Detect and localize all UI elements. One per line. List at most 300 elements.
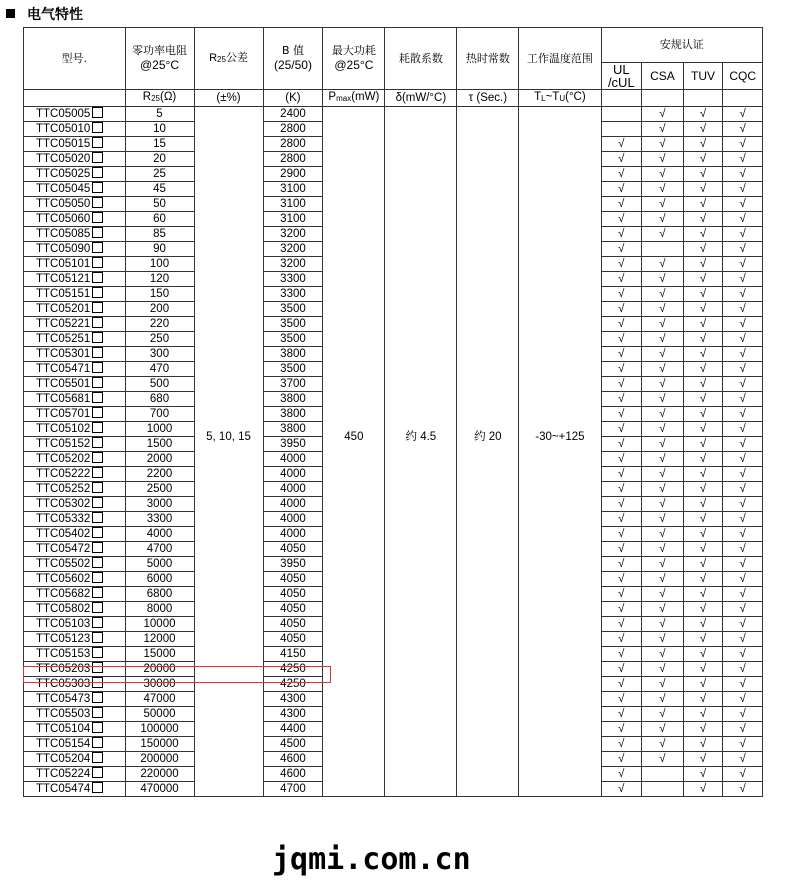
- model-cell: TTC05402: [24, 527, 126, 542]
- b-value-cell: 4050: [263, 542, 323, 557]
- resistance-cell: 10000: [125, 617, 194, 632]
- pmax-merged-cell: 450: [323, 107, 385, 797]
- b-value-cell: 3500: [263, 317, 323, 332]
- csa-check-cell: [642, 782, 684, 797]
- tuv-check-cell: √: [683, 497, 723, 512]
- model-cell: TTC05471: [24, 362, 126, 377]
- checkbox-placeholder-icon: [92, 392, 103, 403]
- resistance-cell: 470: [125, 362, 194, 377]
- ul-check-cell: √: [601, 722, 642, 737]
- csa-check-cell: √: [642, 707, 684, 722]
- ul-check-cell: √: [601, 347, 642, 362]
- tuv-check-cell: √: [683, 722, 723, 737]
- tuv-check-cell: √: [683, 632, 723, 647]
- b-value-cell: 4050: [263, 617, 323, 632]
- checkbox-placeholder-icon: [92, 647, 103, 658]
- ul-check-cell: √: [601, 392, 642, 407]
- checkbox-placeholder-icon: [92, 587, 103, 598]
- tuv-check-cell: √: [683, 617, 723, 632]
- ul-check-cell: √: [601, 542, 642, 557]
- b-value-cell: 4600: [263, 752, 323, 767]
- csa-check-cell: √: [642, 152, 684, 167]
- checkbox-placeholder-icon: [92, 302, 103, 313]
- model-cell: TTC05802: [24, 602, 126, 617]
- cqc-check-cell: √: [723, 122, 763, 137]
- cqc-check-cell: √: [723, 782, 763, 797]
- resistance-cell: 100: [125, 257, 194, 272]
- cqc-check-cell: √: [723, 137, 763, 152]
- csa-check-cell: √: [642, 677, 684, 692]
- resistance-cell: 45: [125, 182, 194, 197]
- ul-check-cell: √: [601, 677, 642, 692]
- csa-check-cell: √: [642, 332, 684, 347]
- cqc-check-cell: √: [723, 107, 763, 122]
- cqc-check-cell: √: [723, 527, 763, 542]
- csa-check-cell: √: [642, 437, 684, 452]
- tuv-check-cell: √: [683, 137, 723, 152]
- header-tuv: TUV: [683, 63, 723, 90]
- tuv-check-cell: √: [683, 347, 723, 362]
- table-row: [24, 107, 763, 122]
- model-cell: TTC05503: [24, 707, 126, 722]
- ul-check-cell: √: [601, 647, 642, 662]
- model-cell: TTC05502: [24, 557, 126, 572]
- ul-check-cell: √: [601, 572, 642, 587]
- ul-check-cell: √: [601, 737, 642, 752]
- checkbox-placeholder-icon: [92, 737, 103, 748]
- csa-check-cell: √: [642, 737, 684, 752]
- cqc-check-cell: √: [723, 182, 763, 197]
- resistance-cell: 500: [125, 377, 194, 392]
- b-value-cell: 3200: [263, 257, 323, 272]
- b-value-cell: 3500: [263, 302, 323, 317]
- ul-check-cell: √: [601, 332, 642, 347]
- resistance-cell: 220: [125, 317, 194, 332]
- csa-check-cell: √: [642, 512, 684, 527]
- tuv-check-cell: √: [683, 122, 723, 137]
- resistance-cell: 47000: [125, 692, 194, 707]
- b-value-cell: 4050: [263, 602, 323, 617]
- unit-b: (K): [263, 90, 323, 107]
- cqc-check-cell: √: [723, 347, 763, 362]
- cqc-check-cell: √: [723, 257, 763, 272]
- cqc-check-cell: √: [723, 377, 763, 392]
- checkbox-placeholder-icon: [92, 242, 103, 253]
- b-value-cell: 4700: [263, 782, 323, 797]
- ul-check-cell: √: [601, 512, 642, 527]
- ul-check-cell: √: [601, 317, 642, 332]
- ul-check-cell: [601, 122, 642, 137]
- cqc-check-cell: √: [723, 452, 763, 467]
- tuv-check-cell: √: [683, 692, 723, 707]
- model-cell: TTC05602: [24, 572, 126, 587]
- resistance-cell: 20: [125, 152, 194, 167]
- checkbox-placeholder-icon: [92, 287, 103, 298]
- model-cell: TTC05151: [24, 287, 126, 302]
- cqc-check-cell: √: [723, 242, 763, 257]
- tuv-check-cell: √: [683, 152, 723, 167]
- resistance-cell: 470000: [125, 782, 194, 797]
- csa-check-cell: √: [642, 632, 684, 647]
- model-cell: TTC05301: [24, 347, 126, 362]
- tuv-check-cell: √: [683, 527, 723, 542]
- csa-check-cell: [642, 242, 684, 257]
- resistance-cell: 250: [125, 332, 194, 347]
- tuv-check-cell: √: [683, 512, 723, 527]
- model-cell: TTC05251: [24, 332, 126, 347]
- tuv-check-cell: √: [683, 407, 723, 422]
- header-model-unit: [24, 90, 126, 107]
- b-value-cell: 4150: [263, 647, 323, 662]
- unit-csa: [642, 90, 684, 107]
- resistance-cell: 90: [125, 242, 194, 257]
- checkbox-placeholder-icon: [92, 767, 103, 778]
- resistance-cell: 3000: [125, 497, 194, 512]
- csa-check-cell: √: [642, 482, 684, 497]
- tuv-check-cell: √: [683, 272, 723, 287]
- resistance-cell: 200: [125, 302, 194, 317]
- unit-temp: TL~TU(°C): [519, 90, 601, 107]
- cqc-check-cell: √: [723, 227, 763, 242]
- csa-check-cell: √: [642, 617, 684, 632]
- cqc-check-cell: √: [723, 662, 763, 677]
- header-model: 型号.: [24, 28, 126, 90]
- tuv-check-cell: √: [683, 212, 723, 227]
- resistance-cell: 25: [125, 167, 194, 182]
- resistance-cell: 20000: [125, 662, 194, 677]
- checkbox-placeholder-icon: [92, 107, 103, 118]
- header-ul: UL /cUL: [601, 63, 642, 90]
- tuv-check-cell: √: [683, 317, 723, 332]
- b-value-cell: 2800: [263, 152, 323, 167]
- checkbox-placeholder-icon: [92, 482, 103, 493]
- model-cell: TTC05681: [24, 392, 126, 407]
- unit-r25: R25(Ω): [125, 90, 194, 107]
- b-value-cell: 3100: [263, 182, 323, 197]
- model-cell: TTC05201: [24, 302, 126, 317]
- checkbox-placeholder-icon: [92, 152, 103, 163]
- csa-check-cell: √: [642, 722, 684, 737]
- csa-check-cell: √: [642, 212, 684, 227]
- watermark: jqmi.com.cn: [272, 842, 471, 877]
- model-cell: TTC05221: [24, 317, 126, 332]
- unit-cqc: [723, 90, 763, 107]
- b-value-cell: 2800: [263, 122, 323, 137]
- checkbox-placeholder-icon: [92, 467, 103, 478]
- b-value-cell: 4300: [263, 707, 323, 722]
- tuv-check-cell: √: [683, 182, 723, 197]
- header-temp-range: 工作温度范围: [519, 28, 601, 90]
- model-cell: TTC05472: [24, 542, 126, 557]
- checkbox-placeholder-icon: [92, 497, 103, 508]
- checkbox-placeholder-icon: [92, 317, 103, 328]
- b-value-cell: 3300: [263, 272, 323, 287]
- csa-check-cell: [642, 767, 684, 782]
- tuv-check-cell: √: [683, 197, 723, 212]
- checkbox-placeholder-icon: [92, 722, 103, 733]
- b-value-cell: 3800: [263, 422, 323, 437]
- ul-check-cell: √: [601, 137, 642, 152]
- resistance-cell: 680: [125, 392, 194, 407]
- ul-check-cell: √: [601, 632, 642, 647]
- cqc-check-cell: √: [723, 557, 763, 572]
- cqc-check-cell: √: [723, 422, 763, 437]
- tuv-check-cell: √: [683, 677, 723, 692]
- csa-check-cell: √: [642, 407, 684, 422]
- tuv-check-cell: √: [683, 752, 723, 767]
- ul-check-cell: √: [601, 767, 642, 782]
- cqc-check-cell: √: [723, 617, 763, 632]
- resistance-cell: 2000: [125, 452, 194, 467]
- model-cell: TTC05153: [24, 647, 126, 662]
- section-title-text: 电气特性: [27, 7, 83, 23]
- csa-check-cell: √: [642, 317, 684, 332]
- ul-check-cell: √: [601, 242, 642, 257]
- diss-merged-cell: 约 4.5: [385, 107, 457, 797]
- tuv-check-cell: √: [683, 782, 723, 797]
- ul-check-cell: √: [601, 362, 642, 377]
- csa-check-cell: √: [642, 287, 684, 302]
- ul-check-cell: √: [601, 482, 642, 497]
- ul-check-cell: √: [601, 782, 642, 797]
- cqc-check-cell: √: [723, 437, 763, 452]
- resistance-cell: 12000: [125, 632, 194, 647]
- b-value-cell: 3100: [263, 212, 323, 227]
- b-value-cell: 2900: [263, 167, 323, 182]
- b-value-cell: 3100: [263, 197, 323, 212]
- b-value-cell: 4250: [263, 677, 323, 692]
- csa-check-cell: √: [642, 422, 684, 437]
- model-cell: TTC05474: [24, 782, 126, 797]
- resistance-cell: 4000: [125, 527, 194, 542]
- section-title: [6, 4, 83, 24]
- tolerance-merged-cell: 5, 10, 15: [194, 107, 263, 797]
- ul-check-cell: √: [601, 452, 642, 467]
- tuv-check-cell: √: [683, 302, 723, 317]
- checkbox-placeholder-icon: [92, 542, 103, 553]
- cqc-check-cell: √: [723, 542, 763, 557]
- csa-check-cell: √: [642, 572, 684, 587]
- model-cell: TTC05085: [24, 227, 126, 242]
- b-value-cell: 4000: [263, 527, 323, 542]
- tuv-check-cell: √: [683, 392, 723, 407]
- ul-check-cell: √: [601, 377, 642, 392]
- ul-check-cell: √: [601, 152, 642, 167]
- cqc-check-cell: √: [723, 572, 763, 587]
- resistance-cell: 85: [125, 227, 194, 242]
- ul-check-cell: √: [601, 437, 642, 452]
- tuv-check-cell: √: [683, 662, 723, 677]
- b-value-cell: 4000: [263, 497, 323, 512]
- tuv-check-cell: √: [683, 482, 723, 497]
- resistance-cell: 2500: [125, 482, 194, 497]
- resistance-cell: 300: [125, 347, 194, 362]
- model-cell: TTC05252: [24, 482, 126, 497]
- cqc-check-cell: √: [723, 362, 763, 377]
- tuv-check-cell: √: [683, 737, 723, 752]
- csa-check-cell: √: [642, 602, 684, 617]
- cqc-check-cell: √: [723, 317, 763, 332]
- resistance-cell: 15000: [125, 647, 194, 662]
- model-cell: TTC05060: [24, 212, 126, 227]
- csa-check-cell: √: [642, 347, 684, 362]
- tuv-check-cell: √: [683, 227, 723, 242]
- square-bullet-icon: [6, 9, 15, 18]
- model-cell: TTC05025: [24, 167, 126, 182]
- unit-tau: τ (Sec.): [457, 90, 519, 107]
- resistance-cell: 1000: [125, 422, 194, 437]
- checkbox-placeholder-icon: [92, 617, 103, 628]
- cqc-check-cell: √: [723, 287, 763, 302]
- b-value-cell: 3500: [263, 362, 323, 377]
- b-value-cell: 4600: [263, 767, 323, 782]
- ul-check-cell: √: [601, 422, 642, 437]
- b-value-cell: 2400: [263, 107, 323, 122]
- resistance-cell: 8000: [125, 602, 194, 617]
- model-cell: TTC05020: [24, 152, 126, 167]
- tuv-check-cell: √: [683, 587, 723, 602]
- ul-check-cell: √: [601, 197, 642, 212]
- header-b-value: B 值 (25/50): [263, 28, 323, 90]
- checkbox-placeholder-icon: [92, 347, 103, 358]
- checkbox-placeholder-icon: [92, 572, 103, 583]
- b-value-cell: 4500: [263, 737, 323, 752]
- model-cell: TTC05701: [24, 407, 126, 422]
- csa-check-cell: √: [642, 392, 684, 407]
- model-cell: TTC05224: [24, 767, 126, 782]
- csa-check-cell: √: [642, 362, 684, 377]
- cqc-check-cell: √: [723, 677, 763, 692]
- ul-check-cell: √: [601, 287, 642, 302]
- b-value-cell: 4000: [263, 512, 323, 527]
- csa-check-cell: √: [642, 167, 684, 182]
- checkbox-placeholder-icon: [92, 662, 103, 673]
- unit-diss: δ(mW/°C): [385, 90, 457, 107]
- resistance-cell: 150: [125, 287, 194, 302]
- checkbox-placeholder-icon: [92, 212, 103, 223]
- checkbox-placeholder-icon: [92, 182, 103, 193]
- model-cell: TTC05202: [24, 452, 126, 467]
- resistance-cell: 2200: [125, 467, 194, 482]
- tuv-check-cell: √: [683, 437, 723, 452]
- tuv-check-cell: √: [683, 422, 723, 437]
- cqc-check-cell: √: [723, 707, 763, 722]
- b-value-cell: 4300: [263, 692, 323, 707]
- header-cqc: CQC: [723, 63, 763, 90]
- model-cell: TTC05121: [24, 272, 126, 287]
- checkbox-placeholder-icon: [92, 752, 103, 763]
- ul-check-cell: √: [601, 302, 642, 317]
- checkbox-placeholder-icon: [92, 632, 103, 643]
- csa-check-cell: √: [642, 557, 684, 572]
- model-cell: TTC05010: [24, 122, 126, 137]
- csa-check-cell: √: [642, 497, 684, 512]
- checkbox-placeholder-icon: [92, 227, 103, 238]
- b-value-cell: 3200: [263, 242, 323, 257]
- model-cell: TTC05050: [24, 197, 126, 212]
- csa-check-cell: √: [642, 752, 684, 767]
- csa-check-cell: √: [642, 692, 684, 707]
- unit-pmax: Pmax(mW): [323, 90, 385, 107]
- ul-check-cell: √: [601, 497, 642, 512]
- cqc-check-cell: √: [723, 737, 763, 752]
- b-value-cell: 4250: [263, 662, 323, 677]
- ul-check-cell: √: [601, 227, 642, 242]
- tuv-check-cell: √: [683, 767, 723, 782]
- csa-check-cell: √: [642, 227, 684, 242]
- b-value-cell: 3800: [263, 347, 323, 362]
- resistance-cell: 5: [125, 107, 194, 122]
- checkbox-placeholder-icon: [92, 692, 103, 703]
- model-cell: TTC05302: [24, 497, 126, 512]
- model-cell: TTC05222: [24, 467, 126, 482]
- header-dissipation: 耗散系数: [385, 28, 457, 90]
- resistance-cell: 150000: [125, 737, 194, 752]
- resistance-cell: 1500: [125, 437, 194, 452]
- csa-check-cell: √: [642, 467, 684, 482]
- resistance-cell: 15: [125, 137, 194, 152]
- ul-check-cell: √: [601, 617, 642, 632]
- tuv-check-cell: √: [683, 707, 723, 722]
- header-thermal-time: 热时常数: [457, 28, 519, 90]
- csa-check-cell: √: [642, 182, 684, 197]
- csa-check-cell: √: [642, 587, 684, 602]
- cqc-check-cell: √: [723, 497, 763, 512]
- cqc-check-cell: √: [723, 467, 763, 482]
- ul-check-cell: √: [601, 587, 642, 602]
- csa-check-cell: √: [642, 257, 684, 272]
- resistance-cell: 6800: [125, 587, 194, 602]
- ul-check-cell: [601, 107, 642, 122]
- cqc-check-cell: √: [723, 602, 763, 617]
- csa-check-cell: √: [642, 107, 684, 122]
- header-pmax: 最大功耗 @25°C: [323, 28, 385, 90]
- model-cell: TTC05303: [24, 677, 126, 692]
- csa-check-cell: √: [642, 452, 684, 467]
- tuv-check-cell: √: [683, 107, 723, 122]
- tuv-check-cell: √: [683, 167, 723, 182]
- tuv-check-cell: √: [683, 452, 723, 467]
- ul-check-cell: √: [601, 167, 642, 182]
- cqc-check-cell: √: [723, 587, 763, 602]
- electrical-spec-table: [23, 27, 763, 797]
- resistance-cell: 10: [125, 122, 194, 137]
- b-value-cell: 3700: [263, 377, 323, 392]
- b-value-cell: 4400: [263, 722, 323, 737]
- cqc-check-cell: √: [723, 767, 763, 782]
- resistance-cell: 50: [125, 197, 194, 212]
- tuv-check-cell: √: [683, 332, 723, 347]
- tuv-check-cell: √: [683, 542, 723, 557]
- cqc-check-cell: √: [723, 167, 763, 182]
- ul-check-cell: √: [601, 602, 642, 617]
- resistance-cell: 200000: [125, 752, 194, 767]
- cqc-check-cell: √: [723, 392, 763, 407]
- resistance-cell: 120: [125, 272, 194, 287]
- ul-check-cell: √: [601, 557, 642, 572]
- tuv-check-cell: √: [683, 287, 723, 302]
- checkbox-placeholder-icon: [92, 557, 103, 568]
- b-value-cell: 3800: [263, 407, 323, 422]
- b-value-cell: 3300: [263, 287, 323, 302]
- model-cell: TTC05473: [24, 692, 126, 707]
- ul-check-cell: √: [601, 407, 642, 422]
- csa-check-cell: √: [642, 527, 684, 542]
- csa-check-cell: √: [642, 197, 684, 212]
- checkbox-placeholder-icon: [92, 782, 103, 793]
- model-cell: TTC05204: [24, 752, 126, 767]
- unit-tuv: [683, 90, 723, 107]
